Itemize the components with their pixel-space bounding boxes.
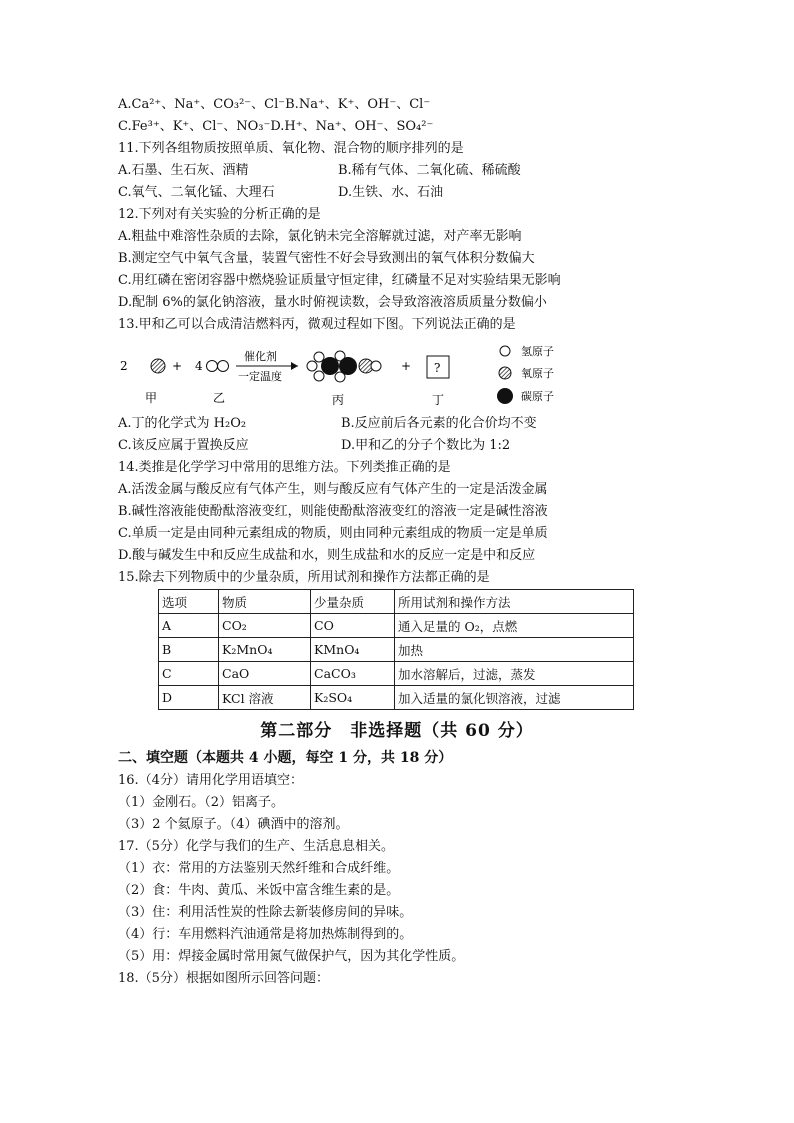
legend-hydrogen-icon [500, 346, 510, 356]
q17-line-5: （5）用：焊接金属时常用氮气做保护气，因为其化学性质。 [118, 949, 465, 964]
table-cell: CO₂ [219, 614, 311, 638]
label-bing: 丙 [332, 393, 345, 407]
legend-oxygen-icon [499, 367, 511, 379]
q12-option-c: C.用红磷在密闭容器中燃烧验证质量守恒定律，红磷量不足对实验结果无影响 [118, 273, 561, 288]
table-row [159, 662, 634, 686]
plus-sign: + [401, 359, 412, 373]
q16-line-1: （1）金刚石。（2）铝离子。 [118, 795, 285, 810]
q11-option-d: D.生铁、水、石油 [338, 185, 444, 200]
table-cell: 通入足量的 O₂，点燃 [395, 614, 634, 638]
legend-carbon-icon [497, 388, 513, 404]
q16-line-2: （3）2 个氦原子。（4）碘酒中的溶剂。 [118, 817, 349, 832]
q14-option-b: B.碱性溶液能使酚酞溶液变红，则能使酚酞溶液变红的溶液一定是碱性溶液 [118, 504, 548, 519]
table-cell: 加入适量的氯化钡溶液，过滤 [395, 686, 634, 710]
plus-sign: + [172, 359, 183, 373]
q10-option-ab: A.Ca²⁺、Na⁺、CO₃²⁻、Cl⁻B.Na⁺、K⁺、OH⁻、Cl⁻ [118, 97, 431, 112]
q13-option-a: A.丁的化学式为 H₂O₂ [118, 416, 247, 431]
q12-option-d: D.配制 6%的氯化钠溶液，量水时俯视读数，会导致溶液溶质质量分数偏小 [118, 295, 547, 310]
reaction-diagram [118, 336, 578, 410]
q17-stem: 17.（5分）化学与我们的生产、生活息息相关。 [118, 839, 394, 854]
table-cell: C [159, 662, 219, 686]
legend-hydrogen-label: 氢原子 [521, 345, 554, 358]
q11-stem: 11.下列各组物质按照单质、氧化物、混合物的顺序排列的是 [118, 141, 464, 156]
part-two-title: 第二部分 非选择题（共 60 分） [260, 721, 534, 741]
catalyst-label: 催化剂 [244, 350, 277, 363]
table-cell: KCl 溶液 [219, 686, 311, 710]
label-jia: 甲 [145, 391, 158, 405]
table-cell: CaO [219, 662, 311, 686]
hydrogen-atom-yi [218, 361, 229, 372]
q14-stem: 14.类推是化学学习中常用的思维方法。下列类推正确的是 [118, 460, 451, 475]
q12-option-a: A.粗盐中难溶性杂质的去除，氯化钠未完全溶解就过滤，对产率无影响 [118, 229, 522, 244]
unknown-product-mark: ? [434, 361, 441, 375]
hydrogen-atom-bing [371, 361, 381, 371]
table-header-row [159, 590, 634, 614]
table-header-cell: 选项 [159, 590, 219, 614]
q13-option-b: B.反应前后各元素的化合价均不变 [341, 416, 537, 431]
table-header-cell: 少量杂质 [311, 590, 395, 614]
q14-option-d: D.酸与碱发生中和反应生成盐和水，则生成盐和水的反应一定是中和反应 [118, 548, 536, 563]
q11-option-c: C.氧气、二氧化锰、大理石 [118, 185, 275, 200]
coef-jia: 2 [120, 359, 128, 373]
q15-stem: 15.除去下列物质中的少量杂质，所用试剂和操作方法都正确的是 [118, 570, 490, 585]
label-ding: 丁 [432, 393, 445, 407]
table-header-cell: 物质 [219, 590, 311, 614]
table-cell: 加水溶解后，过滤，蒸发 [395, 662, 634, 686]
table-cell: D [159, 686, 219, 710]
oxygen-atom-jia [151, 359, 165, 373]
legend-oxygen-label: 氧原子 [521, 367, 554, 380]
table-row [159, 686, 634, 710]
q17-line-3: （3）住：利用活性炭的性除去新装修房间的异味。 [118, 905, 413, 920]
q18-stem: 18.（5分）根据如图所示回答问题： [118, 971, 329, 986]
q13-option-c: C.该反应属于置换反应 [118, 438, 249, 453]
table-cell: KMnO₄ [311, 638, 395, 662]
q13-stem: 13.甲和乙可以合成清洁燃料丙，微观过程如下图。下列说法正确的是 [118, 317, 516, 332]
impurity-table [158, 589, 634, 710]
table-cell: B [159, 638, 219, 662]
q12-stem: 12.下列对有关实验的分析正确的是 [118, 207, 321, 222]
q11-option-a: A.石墨、生石灰、酒精 [118, 163, 249, 178]
hydrogen-atom-yi [207, 361, 218, 372]
q17-line-1: （1）衣：常用的方法鉴别天然纤维和合成纤维。 [118, 861, 400, 876]
q11-option-b: B.稀有气体、二氧化硫、稀硫酸 [338, 163, 521, 178]
label-yi: 乙 [213, 391, 226, 405]
table-cell: K₂SO₄ [311, 686, 395, 710]
table-cell: CaCO₃ [311, 662, 395, 686]
q14-option-a: A.活泼金属与酸反应有气体产生，则与酸反应有气体产生的一定是活泼金属 [118, 482, 548, 497]
q12-option-b: B.测定空气中氧气含量，装置气密性不好会导致测出的氧气体积分数偏大 [118, 251, 535, 266]
condition-label: 一定温度 [238, 370, 282, 383]
q14-option-c: C.单质一定是由同种元素组成的物质，则由同种元素组成的物质一定是单质 [118, 526, 548, 541]
q10-option-cd: C.Fe³⁺、K⁺、Cl⁻、NO₃⁻D.H⁺、Na⁺、OH⁻、SO₄²⁻ [118, 119, 434, 134]
q17-line-4: （4）行：车用燃料汽油通常是将加热炼制得到的。 [118, 927, 413, 942]
q16-stem: 16.（4分）请用化学用语填空： [118, 773, 303, 788]
table-cell: 加热 [395, 638, 634, 662]
table-row [159, 638, 634, 662]
table-row [159, 614, 634, 638]
table-cell: K₂MnO₄ [219, 638, 311, 662]
hydrogen-atom-bing [314, 371, 324, 381]
hydrogen-atom-bing [314, 352, 324, 362]
table-header-cell: 所用试剂和操作方法 [395, 590, 634, 614]
carbon-atom-bing [339, 357, 357, 375]
table-cell: CO [311, 614, 395, 638]
carbon-atom-bing [321, 357, 339, 375]
q17-line-2: （2）食：牛肉、黄瓜、米饭中富含维生素的是。 [118, 883, 400, 898]
legend-carbon-label: 碳原子 [521, 390, 554, 403]
table-cell: A [159, 614, 219, 638]
section-two-title: 二、填空题（本题共 4 小题，每空 1 分，共 18 分） [118, 750, 453, 766]
arrow-head-icon [291, 362, 298, 370]
q13-option-d: D.甲和乙的分子个数比为 1:2 [341, 438, 511, 453]
hydrogen-atom-bing [307, 361, 317, 371]
coef-yi: 4 [195, 359, 203, 373]
